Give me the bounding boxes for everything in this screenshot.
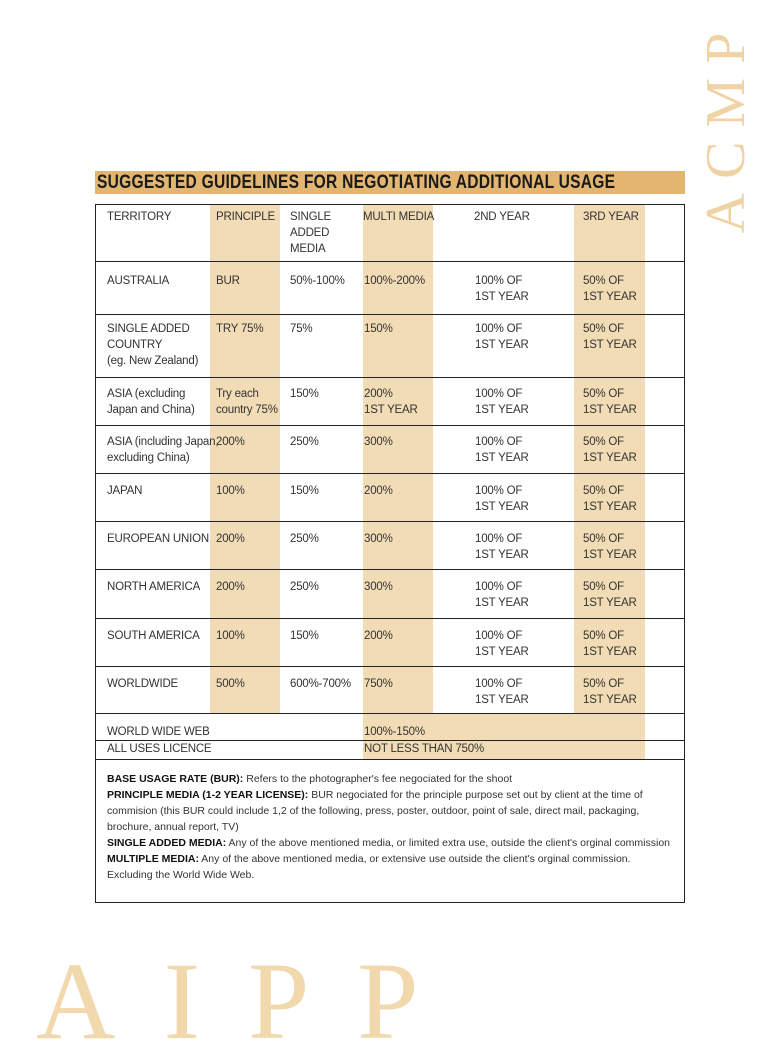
table-cell-territory: JAPAN <box>107 485 143 497</box>
table-cell-multi-media: 200% <box>364 485 393 497</box>
table-cell-multi-media: 750% <box>364 678 393 690</box>
row-divider <box>96 618 684 619</box>
table-cell-second-year: 100% OF 1ST YEAR <box>475 323 529 351</box>
header-principle: PRINCIPLE <box>216 211 275 223</box>
table-cell-third-year: 50% OF 1ST YEAR <box>583 581 637 609</box>
table-cell-third-year: 50% OF 1ST YEAR <box>583 485 637 513</box>
table-cell-territory: ASIA (excluding Japan and China) <box>107 388 195 416</box>
table-cell-third-year: 50% OF 1ST YEAR <box>583 678 637 706</box>
row-divider <box>96 569 684 570</box>
table-cell-single-media: 150% <box>290 388 319 400</box>
table-cell-multi-media: 300% <box>364 436 393 448</box>
table-cell-territory: SOUTH AMERICA <box>107 630 200 642</box>
table-cell-second-year: 100% OF 1ST YEAR <box>475 436 529 464</box>
guidelines-table <box>95 204 685 903</box>
row-divider <box>96 759 684 760</box>
table-cell-principle: TRY 75% <box>216 323 264 335</box>
table-cell-principle: BUR <box>216 275 240 287</box>
row-divider <box>96 473 684 474</box>
table-cell-single-media: 50%-100% <box>290 275 345 287</box>
table-cell-principle: 500% <box>216 678 245 690</box>
world-wide-web-value: 100%-150% <box>364 726 425 738</box>
table-cell-multi-media: 300% <box>364 533 393 545</box>
row-divider <box>96 713 684 714</box>
header-single-added-media: SINGLE ADDED MEDIA <box>290 211 331 255</box>
table-cell-territory: EUROPEAN UNION <box>107 533 209 545</box>
header-second-year: 2ND YEAR <box>474 211 530 223</box>
table-cell-territory: WORLDWIDE <box>107 678 179 690</box>
bur-definition: Refers to the photographer's fee negociated for the shoot <box>243 773 513 785</box>
table-cell-single-media: 150% <box>290 485 319 497</box>
table-cell-multi-media: 300% <box>364 581 393 593</box>
table-cell-third-year: 50% OF 1ST YEAR <box>583 533 637 561</box>
table-cell-single-media: 250% <box>290 581 319 593</box>
table-cell-territory: ASIA (including Japan, excluding China) <box>107 436 219 464</box>
table-cell-territory: AUSTRALIA <box>107 275 170 287</box>
table-cell-multi-media: 200% 1ST YEAR <box>364 388 418 416</box>
row-divider <box>96 314 684 315</box>
table-cell-multi-media: 150% <box>364 323 393 335</box>
table-cell-third-year: 50% OF 1ST YEAR <box>583 275 637 303</box>
aipp-logo-text: AIPP <box>36 940 467 1062</box>
title-bar <box>95 171 685 194</box>
header-territory: TERRITORY <box>107 211 172 223</box>
table-cell-single-media: 150% <box>290 630 319 642</box>
world-wide-web-label: WORLD WIDE WEB <box>107 726 210 738</box>
table-cell-second-year: 100% OF 1ST YEAR <box>475 533 529 561</box>
table-cell-second-year: 100% OF 1ST YEAR <box>475 275 529 303</box>
table-cell-second-year: 100% OF 1ST YEAR <box>475 581 529 609</box>
table-cell-second-year: 100% OF 1ST YEAR <box>475 678 529 706</box>
multiple-media-definition: Any of the above mentioned media, or extensive use outside the client's orginal commission. Excluding the World Wide Web. <box>107 853 631 881</box>
table-cell-territory: SINGLE ADDED COUNTRY (eg. New Zealand) <box>107 323 199 367</box>
table-cell-second-year: 100% OF 1ST YEAR <box>475 388 529 416</box>
page-title: SUGGESTED GUIDELINES FOR NEGOTIATING ADDITIONAL USAGE <box>97 172 616 193</box>
table-cell-single-media: 600%-700% <box>290 678 351 690</box>
table-cell-principle: 100% <box>216 630 245 642</box>
multiple-media-term: MULTIPLE MEDIA: <box>107 853 199 865</box>
table-cell-single-media: 250% <box>290 533 319 545</box>
principle-media-term: PRINCIPLE MEDIA (1-2 YEAR LICENSE): <box>107 789 309 801</box>
table-cell-second-year: 100% OF 1ST YEAR <box>475 485 529 513</box>
table-cell-principle: 200% <box>216 581 245 593</box>
table-cell-third-year: 50% OF 1ST YEAR <box>583 388 637 416</box>
header-third-year: 3RD YEAR <box>583 211 639 223</box>
single-added-media-term: SINGLE ADDED MEDIA: <box>107 837 227 849</box>
table-cell-principle: 100% <box>216 485 245 497</box>
bur-term: BASE USAGE RATE (BUR): <box>107 773 244 785</box>
table-cell-multi-media: 100%-200% <box>364 275 425 287</box>
row-divider <box>96 666 684 667</box>
row-divider <box>96 261 684 262</box>
table-cell-third-year: 50% OF 1ST YEAR <box>583 630 637 658</box>
table-cell-principle: 200% <box>216 533 245 545</box>
table-cell-third-year: 50% OF 1ST YEAR <box>583 323 637 351</box>
table-cell-third-year: 50% OF 1ST YEAR <box>583 436 637 464</box>
principle-media-definition: BUR negociated for the principle purpose set out by client at the time of commision (this BUR could include 1,2 of the following, press, poster, outdoor, point of sale, direct mail, packaging, brochure, annual report, TV) <box>107 789 643 833</box>
all-uses-licence-value: NOT LESS THAN 750% <box>364 743 484 755</box>
header-multi-media: MULTI MEDIA <box>363 211 435 223</box>
row-divider <box>96 521 684 522</box>
row-divider <box>96 377 684 378</box>
acmp-logo-text: ACMP <box>695 18 757 234</box>
all-uses-licence-label: ALL USES LICENCE <box>107 743 212 755</box>
single-added-media-definition: Any of the above mentioned media, or limited extra use, outside the client's orginal commission <box>226 837 671 849</box>
table-cell-single-media: 75% <box>290 323 313 335</box>
table-cell-second-year: 100% OF 1ST YEAR <box>475 630 529 658</box>
table-cell-principle: Try each country 75% <box>216 388 278 416</box>
table-cell-single-media: 250% <box>290 436 319 448</box>
table-cell-multi-media: 200% <box>364 630 393 642</box>
table-cell-territory: NORTH AMERICA <box>107 581 201 593</box>
row-divider <box>96 425 684 426</box>
table-cell-principle: 200% <box>216 436 245 448</box>
definitions-notes <box>107 771 677 883</box>
